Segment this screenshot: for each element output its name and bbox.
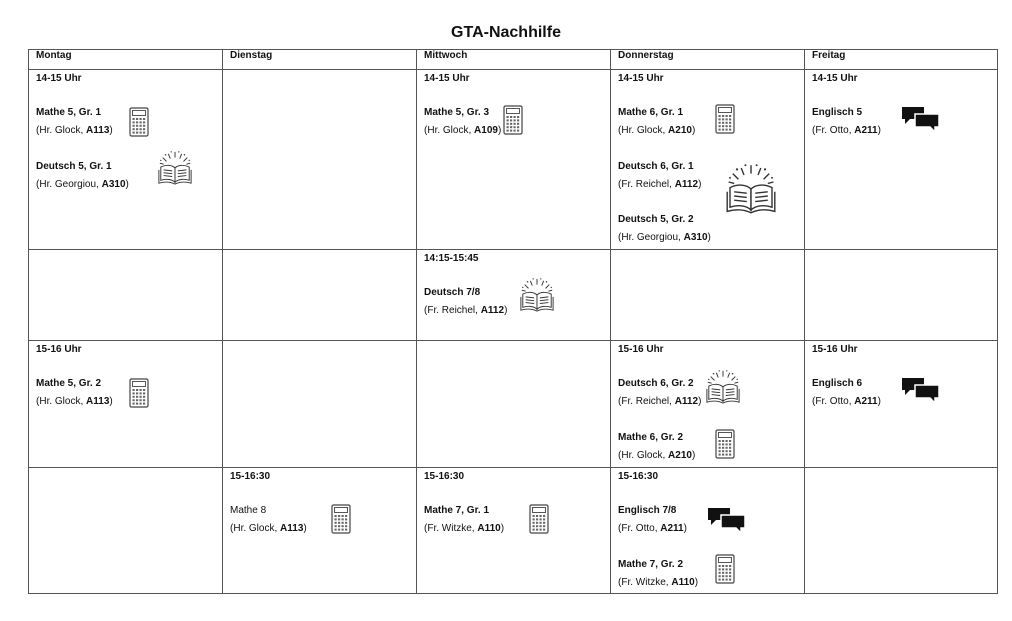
teacher: Hr. Glock [39, 125, 81, 136]
room: A113 [86, 396, 110, 407]
table-row [29, 468, 998, 594]
teacher: Fr. Reichel [427, 305, 476, 316]
course-entry [618, 158, 701, 194]
cell-mo-r1 [29, 70, 223, 250]
teacher: Fr. Otto [815, 125, 849, 136]
teacher: Hr. Glock [621, 125, 663, 136]
time-label: 15-16 Uhr [36, 344, 82, 355]
course-entry [812, 375, 881, 411]
time-label: 14-15 Uhr [424, 73, 470, 84]
course-teacher-room: (Fr. Otto, A211) [812, 125, 881, 136]
cell-mi-r2 [417, 250, 611, 341]
room: A310 [683, 232, 708, 243]
room: A113 [280, 523, 304, 534]
room: A210 [668, 125, 692, 136]
course-subject: Deutsch 6, Gr. 2 [618, 378, 694, 389]
course-entry [424, 502, 504, 538]
room: A113 [86, 125, 110, 136]
course-entry [618, 556, 698, 592]
time-label: 14-15 Uhr [812, 73, 858, 84]
open-book-icon [703, 369, 743, 405]
teacher: Hr. Georgiou [621, 232, 679, 243]
course-entry [618, 429, 695, 465]
table-row [29, 341, 998, 468]
course-subject: Deutsch 5, Gr. 2 [618, 214, 694, 225]
course-entry [424, 284, 507, 320]
cell-fr-r1 [805, 70, 998, 250]
cell-fr-r3 [805, 341, 998, 468]
cell-do-r3 [611, 341, 805, 468]
page-title: GTA-Nachhilfe [451, 24, 561, 41]
course-subject: Englisch 7/8 [618, 505, 677, 516]
teacher: Hr. Glock [233, 523, 275, 534]
open-book-icon [155, 150, 195, 186]
cell-di-r2 [223, 250, 417, 341]
course-entry [424, 104, 501, 140]
teacher: Hr. Glock [39, 396, 81, 407]
time-label: 15-16 Uhr [812, 344, 858, 355]
cell-mo-r4 [29, 468, 223, 594]
course-teacher-room: (Fr. Otto, A211) [618, 523, 687, 534]
calculator-icon [503, 105, 523, 135]
teacher: Fr. Otto [815, 396, 849, 407]
timetable [28, 49, 998, 594]
room: A112 [674, 396, 699, 407]
cell-do-r2 [611, 250, 805, 341]
time-label: 14:15-15:45 [424, 253, 479, 264]
course-entry [36, 104, 113, 140]
course-entry [618, 104, 695, 140]
time-label: 15-16:30 [618, 471, 659, 482]
course-teacher-room: (Hr. Glock, A109) [424, 125, 502, 136]
room: A109 [474, 125, 498, 136]
calculator-icon [529, 504, 549, 534]
calculator-icon [331, 504, 351, 534]
course-entry [36, 375, 113, 411]
course-entry [618, 375, 701, 411]
room: A310 [101, 179, 126, 190]
room: A112 [480, 305, 505, 316]
teacher: Hr. Georgiou [39, 179, 97, 190]
course-entry [36, 158, 129, 194]
open-book-icon [517, 277, 557, 313]
course-subject: Mathe 6, Gr. 2 [618, 432, 684, 443]
cell-fr-r2 [805, 250, 998, 341]
course-subject: Mathe 5, Gr. 3 [424, 107, 490, 118]
time-label: 14-15 Uhr [618, 73, 664, 84]
course-teacher-room: (Hr. Glock, A210) [618, 450, 696, 461]
course-subject: Mathe 6, Gr. 1 [618, 107, 684, 118]
table-row [29, 250, 998, 341]
calculator-icon [715, 104, 735, 134]
cell-mi-r1 [417, 70, 611, 250]
calculator-icon [129, 107, 149, 137]
course-subject: Mathe 5, Gr. 1 [36, 107, 102, 118]
room: A211 [854, 396, 878, 407]
room: A110 [671, 577, 695, 588]
course-teacher-room: (Fr. Reichel, A112) [424, 305, 508, 316]
course-teacher-room: (Hr. Georgiou, A310) [618, 232, 711, 243]
cell-do-r4 [611, 468, 805, 594]
teacher: Fr. Witzke [621, 577, 666, 588]
time-label: 15-16:30 [230, 471, 271, 482]
course-teacher-room: (Hr. Glock, A113) [36, 125, 113, 136]
calculator-icon [715, 429, 735, 459]
cell-mo-r3 [29, 341, 223, 468]
speech-bubbles-icon [707, 506, 747, 536]
teacher: Fr. Witzke [427, 523, 472, 534]
time-label: 15-16 Uhr [618, 344, 664, 355]
teacher: Fr. Otto [621, 523, 655, 534]
course-entry [618, 502, 687, 538]
course-teacher-room: (Hr. Glock, A210) [618, 125, 696, 136]
day-header-freitag: Freitag [805, 50, 998, 70]
time-label: 15-16:30 [424, 471, 465, 482]
course-teacher-room: (Fr. Witzke, A110) [424, 523, 505, 534]
teacher: Fr. Reichel [621, 179, 670, 190]
day-header-montag: Montag [29, 50, 223, 70]
room: A210 [668, 450, 692, 461]
course-teacher-room: (Fr. Otto, A211) [812, 396, 881, 407]
course-teacher-room: (Hr. Glock, A113) [36, 396, 113, 407]
course-subject: Mathe 7, Gr. 1 [424, 505, 490, 516]
course-teacher-room: (Fr. Witzke, A110) [618, 577, 699, 588]
course-teacher-room: (Fr. Reichel, A112) [618, 179, 702, 190]
course-subject: Deutsch 7/8 [424, 287, 481, 298]
course-teacher-room: (Hr. Georgiou, A310) [36, 179, 129, 190]
course-entry [230, 502, 307, 538]
teacher: Fr. Reichel [621, 396, 670, 407]
course-subject: Mathe 8 [230, 505, 267, 516]
open-book-icon [723, 162, 779, 216]
course-teacher-room: (Fr. Reichel, A112) [618, 396, 702, 407]
room: A211 [660, 523, 684, 534]
cell-mi-r4 [417, 468, 611, 594]
cell-di-r3 [223, 341, 417, 468]
room: A112 [674, 179, 699, 190]
course-subject: Deutsch 6, Gr. 1 [618, 161, 694, 172]
cell-mo-r2 [29, 250, 223, 341]
time-label: 14-15 Uhr [36, 73, 82, 84]
course-teacher-room: (Hr. Glock, A113) [230, 523, 307, 534]
day-header-mittwoch: Mittwoch [417, 50, 611, 70]
cell-fr-r4 [805, 468, 998, 594]
day-header-dienstag: Dienstag [223, 50, 417, 70]
room: A211 [854, 125, 878, 136]
header-row [29, 50, 998, 70]
calculator-icon [715, 554, 735, 584]
day-header-donnerstag: Donnerstag [611, 50, 805, 70]
room: A110 [477, 523, 501, 534]
table-row [29, 70, 998, 250]
course-subject: Englisch 6 [812, 378, 863, 389]
course-entry [618, 211, 711, 247]
course-subject: Mathe 5, Gr. 2 [36, 378, 102, 389]
teacher: Hr. Glock [621, 450, 663, 461]
course-entry [812, 104, 881, 140]
cell-di-r4 [223, 468, 417, 594]
speech-bubbles-icon [901, 105, 941, 135]
course-subject: Englisch 5 [812, 107, 863, 118]
speech-bubbles-icon [901, 376, 941, 406]
course-subject: Deutsch 5, Gr. 1 [36, 161, 112, 172]
calculator-icon [129, 378, 149, 408]
cell-di-r1 [223, 70, 417, 250]
teacher: Hr. Glock [427, 125, 469, 136]
course-subject: Mathe 7, Gr. 2 [618, 559, 684, 570]
cell-do-r1 [611, 70, 805, 250]
cell-mi-r3 [417, 341, 611, 468]
